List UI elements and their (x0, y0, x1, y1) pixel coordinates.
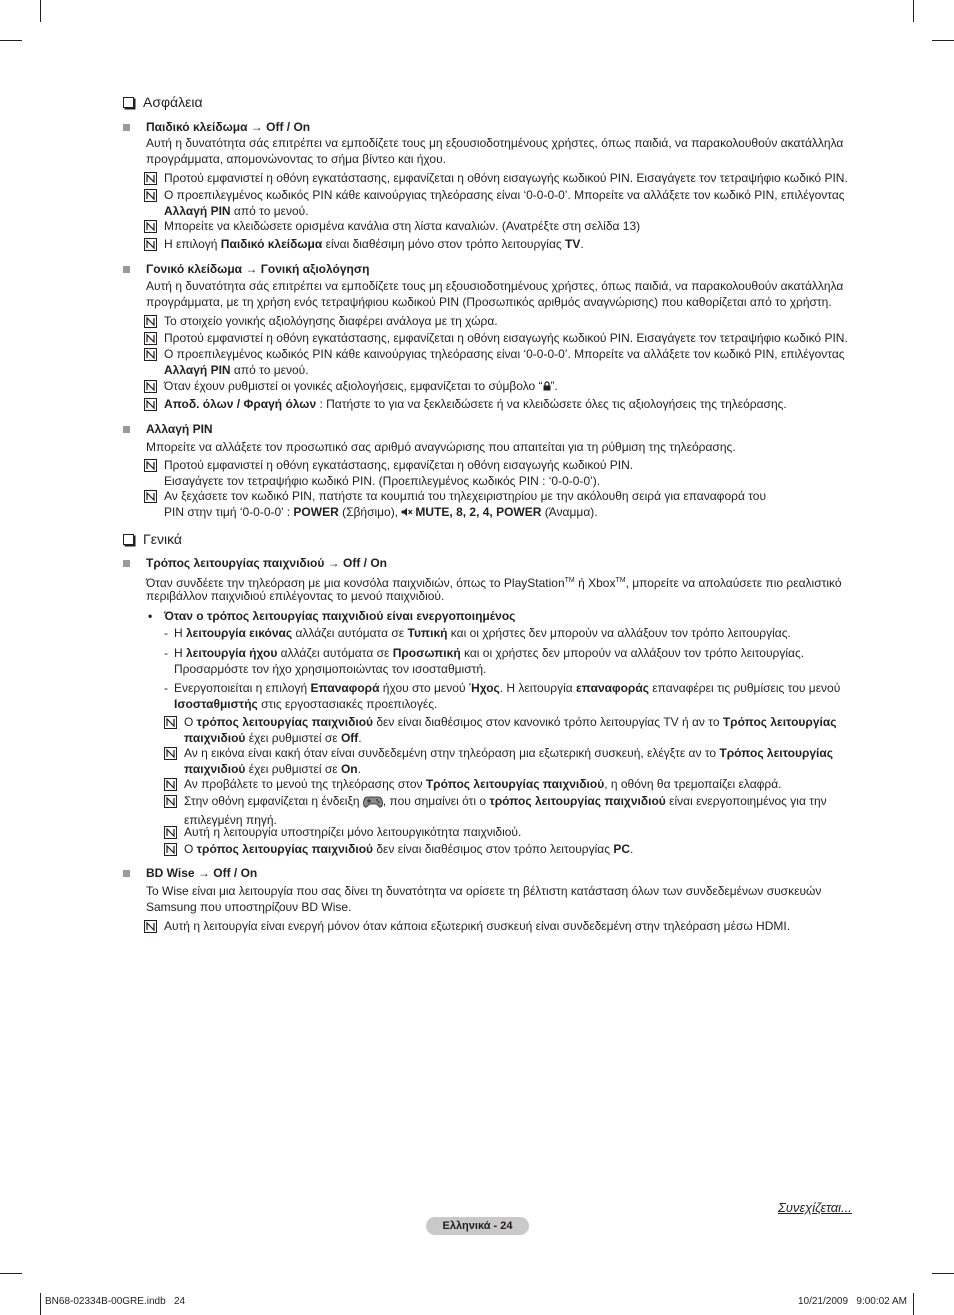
lock-icon (543, 380, 551, 396)
dash-text: Ενεργοποιείται η επιλογή (174, 681, 311, 695)
crop-mark (932, 1273, 954, 1274)
note-icon (144, 348, 157, 361)
note-bold: Τρόπος λειτουργίας (722, 715, 837, 729)
dash-bold: Ισοσταθμιστής (174, 696, 258, 711)
desc-line: Αυτή η δυνατότητα σάς επιτρέπει να εμποδίζετε τους μη εξουσιοδοτημένους χρήστες, όπως παιδιά, να παρακολουθούν ακατάλληλα (146, 279, 844, 293)
dash-text: και οι χρήστες δεν μπορούν να αλλάξουν τον τρόπο λειτουργίας. (447, 626, 791, 640)
crop-mark (932, 40, 954, 41)
note-text: Το στοιχείο γονικής αξιολόγησης διαφέρει ανάλογα με τη χώρα. (164, 314, 498, 328)
note-text: . (357, 761, 361, 776)
note (184, 794, 827, 828)
note (184, 842, 633, 858)
note-text: . (358, 730, 362, 745)
note-bold: παιχνιδιού (184, 761, 246, 776)
dash-text: και οι χρήστες δεν μπορούν να αλλάξουν τον τρόπο λειτουργίας. (460, 646, 805, 660)
note (164, 397, 787, 413)
desc-text: ή Xbox (574, 576, 616, 590)
note-icon (144, 920, 157, 933)
timestamp: 10/21/2009 9:00:02 AM (798, 1296, 907, 1307)
continued-link[interactable]: Συνεχίζεται... (778, 1200, 852, 1215)
note-bold: TV (565, 237, 581, 251)
note-bold: παιχνιδιού (184, 730, 246, 745)
note-bold: Off (340, 730, 359, 745)
note-text: από το μενού. (230, 362, 309, 377)
note-icon (144, 172, 157, 185)
crop-mark (913, 0, 914, 22)
note (164, 489, 766, 521)
note-text: είναι διαθέσιμη μόνο στον τρόπο λειτουργίας (322, 237, 566, 251)
note-icon (144, 459, 157, 472)
note-bold: PC (613, 842, 630, 856)
trademark: TM (615, 577, 626, 584)
note-text: (Άναμμα). (541, 504, 598, 519)
dash-bold: Ήχος (468, 681, 500, 695)
crop-mark (913, 1293, 914, 1315)
note (164, 219, 640, 235)
dash-bold: Τυπική (407, 626, 448, 640)
note-icon (144, 189, 157, 202)
dash-mark: - (164, 646, 168, 660)
note-text: Η επιλογή (164, 237, 221, 251)
section-title-text: Ασφάλεια (143, 94, 203, 110)
heading-change-pin (146, 422, 213, 438)
crop-mark (40, 1293, 41, 1315)
note-text: από το μενού. (230, 203, 309, 218)
square-bullet-icon (123, 124, 130, 131)
note-icon (144, 332, 157, 345)
dash-text: . Η λειτουργία (499, 681, 577, 695)
note (164, 379, 558, 396)
note-text: Εισαγάγετε τον τετραψήφιο κωδικό PIN. (Προεπιλεγμένος κωδικός PIN : ‘0-0-0-0’). (164, 473, 601, 488)
note-bold: Τρόπος λειτουργίας (719, 746, 834, 760)
square-bullet-icon (123, 426, 130, 433)
heading-text: Αλλαγή PIN (146, 422, 213, 436)
note-bold: Τρόπος λειτουργίας παιχνιδιού (425, 777, 605, 791)
desc-text: Όταν συνδέετε την τηλεόραση με μια κονσόλα παιχνιδιών, όπως το PlayStation (146, 576, 565, 590)
note-icon (164, 747, 177, 760)
gamepad-icon (363, 795, 383, 813)
note-icon (144, 220, 157, 233)
section-title-general (123, 532, 182, 548)
desc-line: προγράμματα, απομονώνοντας το σήμα βίντεο και ήχου. (146, 152, 446, 166)
dash-mark: - (164, 626, 168, 640)
note-icon (144, 238, 157, 251)
note-bold: On (340, 761, 358, 776)
note-text: Αυτή η λειτουργία υποστηρίζει μόνο λειτουργικότητα παιχνιδιού. (184, 825, 522, 839)
note-text: Αν ξεχάσετε τον κωδικό PIN, πατήστε τα κουμπιά του τηλεχειριστηρίου με την ακόλουθη σειρά για επαναφορά του (164, 489, 767, 503)
note-text: Αν η εικόνα είναι κακή όταν είναι συνδεδεμένη στην τηλεόραση μια εξωτερική συσκευή, ελέγξτε αν το (184, 746, 720, 760)
note-text: PIN στην τιμή ‘0-0-0-0’ : (164, 504, 294, 519)
note-bold: Αλλαγή PIN (164, 203, 231, 218)
note-text: Αν προβάλετε το μενού της τηλεόρασης στον (184, 777, 426, 791)
square-bullet-icon (123, 870, 130, 877)
dash-item (164, 626, 791, 642)
note-text: (Σβήσιμο), (338, 504, 402, 519)
note (184, 715, 836, 746)
note-text: επιλεγμένη πηγή. (184, 812, 277, 827)
desc-text: , μπορείτε να απολαύσετε πιο ρεαλιστικό (625, 576, 842, 590)
note (164, 458, 633, 489)
crop-mark (0, 1273, 22, 1274)
note-bold: τρόπος λειτουργίας παιχνιδιού (196, 842, 374, 856)
note-icon (164, 795, 177, 808)
desc-line: προγράμματα, με τη χρήση ενός τετραψήφιου κωδικού PIN (Προσωπικός αριθμός αναγνώρισης) που καθορίζεται από το χρήστη. (146, 295, 832, 309)
note-text: Ο προεπιλεγμένος κωδικός PIN κάθε καινούργιας τηλεόρασης είναι ‘0-0-0-0’. Μπορείτε να αλλάξετε τον κωδικό PIN, επιλέγοντας (164, 188, 845, 202)
desc-line: Samsung που υποστηρίζουν BD Wise. (146, 900, 352, 914)
note-text: Ο (184, 715, 197, 729)
crop-mark (0, 40, 22, 41)
note-bold: MUTE, 8, 2, 4, POWER (415, 504, 542, 519)
heading-text: Παιδικό κλείδωμα → Off / On (146, 120, 311, 134)
dash-text: Η (174, 646, 186, 660)
dash-mark: - (164, 681, 168, 695)
dash-text: Προσαρμόστε τον ήχο χρησιμοποιώντας τον ισοσταθμιστή. (174, 661, 487, 676)
desc-line: Μπορείτε να αλλάξετε τον προσωπικό σας αριθμό αναγνώρισης που απαιτείται για τη ρύθμιση της τηλεόρασης. (146, 440, 736, 454)
note-icon (144, 380, 157, 393)
note (164, 314, 498, 330)
square-bullet-icon (123, 560, 130, 567)
note-icon (164, 778, 177, 791)
note-text: έχει ρυθμιστεί σε (245, 761, 341, 776)
note-bold: Παιδικό κλείδωμα (220, 237, 323, 251)
note-text: Μπορείτε να κλειδώσετε ορισμένα κανάλια στη λίστα καναλιών. (Ανατρέξτε στη σελίδα 13) (164, 219, 641, 233)
note (184, 777, 782, 793)
heading-text: Γονικό κλείδωμα → Γονική αξιολόγηση (146, 262, 370, 276)
section-title-security (123, 95, 203, 111)
heading-parental-lock (146, 262, 369, 278)
note-text: . (630, 842, 634, 856)
note-bold: τρόπος λειτουργίας παιχνιδιού (489, 794, 666, 808)
heading-child-lock (146, 120, 310, 136)
note-text: Ο (184, 842, 197, 856)
dash-bold: επαναφοράς (576, 681, 649, 695)
note-text: Προτού εμφανιστεί η οθόνη εγκατάστασης, εμφανίζεται η οθόνη εισαγωγής κωδικού PIN. Εισαγάγετε τον τετραψήφιο κωδικό PIN. (164, 331, 848, 345)
file-name: BN68-02334B-00GRE.indb 24 (45, 1296, 186, 1307)
note-icon (144, 490, 157, 503)
note (184, 746, 833, 777)
note-icon (164, 843, 177, 856)
note-bold: Αλλαγή PIN (164, 362, 231, 377)
checkbox-icon (123, 534, 134, 545)
bullet-text: Όταν ο τρόπος λειτουργίας παιχνιδιού είναι ενεργοποιημένος (164, 609, 516, 623)
note-text: Προτού εμφανιστεί η οθόνη εγκατάστασης, εμφανίζεται η οθόνη εισαγωγής κωδικού PIN. Εισαγάγετε τον τετραψήφιο κωδικό PIN. (164, 171, 848, 185)
note-text: δεν είναι διαθέσιμος στον τρόπο λειτουργίας (373, 842, 614, 856)
desc-line: περιβάλλον παιχνιδιού επιλέγοντας το μενού παιχνιδιού. (146, 589, 445, 603)
desc-line: Αυτή η δυνατότητα σάς επιτρέπει να εμποδίζετε τους μη εξουσιοδοτημένους χρήστες, όπως παιδιά, να παρακολουθούν ακατάλληλα (146, 136, 844, 150)
note-text: δεν είναι διαθέσιμος στον κανονικό τρόπο λειτουργίας TV ή αν το (373, 715, 723, 729)
note-text: Όταν έχουν ρυθμιστεί οι γονικές αξιολογήσεις, εμφανίζεται το σύμβολο “ (164, 379, 543, 393)
checkbox-icon (123, 97, 134, 108)
crop-mark (40, 0, 41, 22)
note-text: ”. (550, 379, 558, 393)
dash-text: Η (174, 626, 186, 640)
note-icon (164, 716, 177, 729)
dash-bold: Προσωπική (392, 646, 461, 660)
note-bold: Αποδ. όλων / Φραγή όλων (164, 397, 317, 411)
note-icon (144, 315, 157, 328)
note-text: : Πατήστε το για να ξεκλειδώσετε ή να κλειδώσετε όλες τις αξιολογήσεις της τηλεόρασης. (316, 397, 787, 411)
dash-text: αλλάζει αυτόματα σε (277, 646, 393, 660)
note-text: , η οθόνη θα τρεμοπαίζει ελαφρά. (604, 777, 782, 791)
note (164, 171, 848, 187)
page-number-badge: Ελληνικά - 24 (426, 1217, 529, 1235)
note-text: έχει ρυθμιστεί σε (245, 730, 341, 745)
note-text: Προτού εμφανιστεί η οθόνη εγκατάστασης, εμφανίζεται η οθόνη εισαγωγής κωδικού PIN. (164, 458, 634, 472)
dash-bold: Επαναφορά (310, 681, 380, 695)
dash-item (164, 681, 841, 712)
bullet-item (148, 609, 516, 625)
square-bullet-icon (123, 266, 130, 273)
note-text: . (580, 237, 584, 251)
note-text: Ο προεπιλεγμένος κωδικός PIN κάθε καινούργιας τηλεόρασης είναι ‘0-0-0-0’. Μπορείτε να αλλάξετε τον κωδικό PIN, επιλέγοντας (164, 347, 845, 361)
dash-bold: λειτουργία εικόνας (186, 626, 293, 640)
heading-text: BD Wise → Off / On (146, 866, 258, 880)
mute-icon (401, 506, 413, 522)
section-title-text: Γενικά (143, 531, 182, 547)
note-text: Στην οθόνη εμφανίζεται η ένδειξη (184, 794, 363, 808)
heading-game-mode (146, 556, 387, 572)
dash-bold: λειτουργία ήχου (186, 646, 278, 660)
heading-text: Τρόπος λειτουργίας παιχνιδιού → Off / On (146, 556, 387, 570)
note (164, 331, 848, 347)
dash-item (164, 646, 805, 677)
note (164, 347, 845, 378)
note (164, 237, 584, 253)
note (164, 919, 790, 935)
note-text: Αυτή η λειτουργία είναι ενεργή μόνον όταν κάποια εξωτερική συσκευή είναι συνδεδεμένη στην τηλεόραση μέσω HDMI. (164, 919, 791, 933)
note-text: , που σημαίνει ότι ο (382, 794, 490, 808)
note-icon (164, 826, 177, 839)
note-bold: POWER (293, 504, 339, 519)
desc-line: Το Wise είναι μια λειτουργία που σας δίνει τη δυνατότητα να ορίσετε τη βέλτιστη κατάσταση όλων των συνδεδεμένων συσκευών (146, 884, 822, 898)
dash-text: ήχου στο μενού (379, 681, 469, 695)
heading-bd-wise (146, 866, 257, 882)
dash-text: επαναφέρει τις ρυθμίσεις του μενού (648, 681, 841, 695)
bullet-dot: • (148, 609, 153, 623)
note (184, 825, 521, 841)
note-text: είναι ενεργοποιημένος για την (665, 794, 827, 808)
note (164, 188, 845, 219)
dash-text: αλλάζει αυτόματα σε (292, 626, 408, 640)
note-icon (144, 398, 157, 411)
dash-text: στις εργοστασιακές προεπιλογές. (257, 696, 438, 711)
trademark: TM (564, 577, 575, 584)
note-bold: τρόπος λειτουργίας παιχνιδιού (196, 715, 374, 729)
